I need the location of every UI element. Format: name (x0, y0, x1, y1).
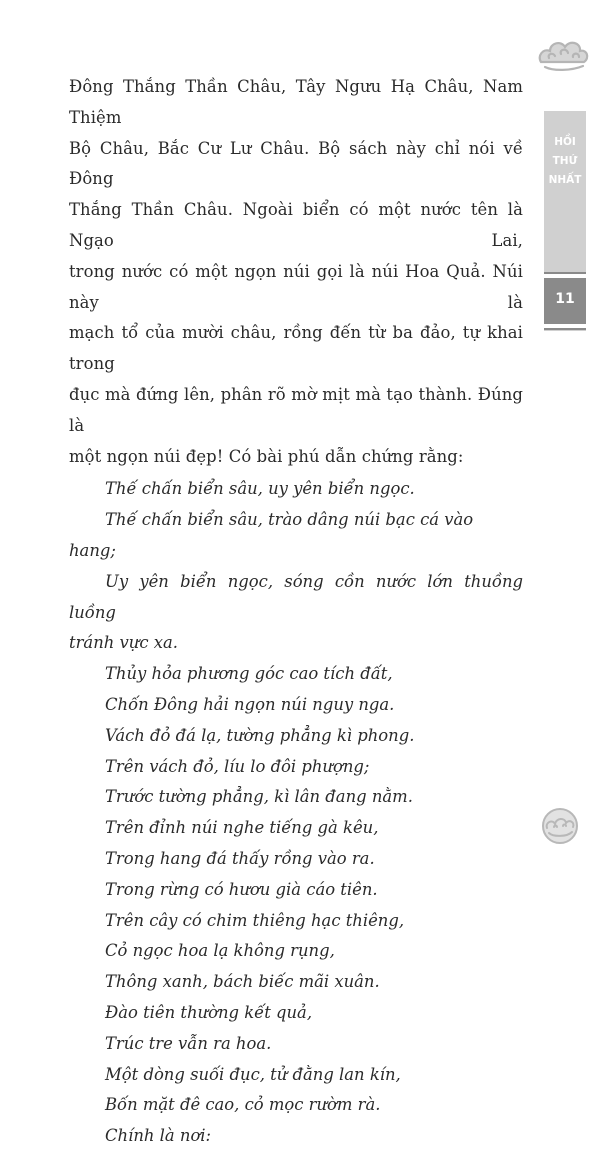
verse-line: Trên vách đỏ, líu lo đôi phượng; (105, 756, 370, 776)
verse-line: Một dòng suối đục, tử đằng lan kín, (105, 1064, 401, 1084)
chapter-label-line: NHẤT (548, 174, 582, 186)
prose-line: mạch tổ của mười châu, rồng đến từ ba đảo, tự khai trong (69, 323, 523, 374)
verse-line: Bốn mặt đê cao, cỏ mọc rườm rà. (105, 1095, 381, 1115)
verse-line: Thủy hỏa phương góc cao tích đất, (105, 664, 393, 684)
page-number-box (544, 272, 586, 330)
verse-line: Uy yên biển ngọc, sóng cồn nước lớn thuồng luồng (69, 571, 523, 622)
prose-paragraph (69, 72, 523, 472)
cloud-medallion-icon (535, 806, 585, 846)
verse-line: Thế chấn biển sâu, uy yên biển ngọc. (105, 479, 415, 499)
verse-line: Chính là nơi: (105, 1126, 212, 1146)
verse-line: Vách đỏ đá lạ, tường phẳng kì phong. (105, 725, 415, 745)
verse-line: Trong rừng có hươu già cáo tiên. (105, 879, 378, 899)
prose-line: Bộ Châu, Bắc Cư Lư Châu. Bộ sách này chỉ nói về Đông (69, 138, 523, 189)
page-number: 11 (555, 291, 575, 307)
poem (69, 474, 523, 1152)
verse-line: Trong hang đá thấy rồng vào ra. (105, 848, 375, 868)
prose-line: Thắng Thần Châu. Ngoài biển có một nước tên là Ngạo Lai, (69, 200, 523, 250)
prose-line: một ngọn núi đẹp! Có bài phú dẫn chứng rằng: (69, 446, 464, 466)
verse-line: Trên cây có chim thiêng hạc thiêng, (105, 910, 405, 930)
verse-line: tránh vực xa. (69, 633, 178, 653)
prose-line: đục mà đứng lên, phân rõ mờ mịt mà tạo thành. Đúng là (69, 384, 523, 435)
verse-line: Trên đỉnh núi nghe tiếng gà kêu, (105, 818, 379, 838)
verse-line: Thế chấn biển sâu, trào dâng núi bạc cá vào hang; (69, 510, 474, 560)
prose-line: Đông Thắng Thần Châu, Tây Ngưu Hạ Châu, Nam Thiệm (69, 77, 523, 127)
verse-line: Chốn Đông hải ngọn núi nguy nga. (105, 694, 395, 714)
verse-line: Cỏ ngọc hoa lạ không rụng, (105, 941, 335, 961)
chapter-label-line: HỒI (554, 136, 576, 148)
verse-line: Thông xanh, bách biếc mãi xuân. (105, 972, 380, 992)
chapter-label-line: THỨ (552, 155, 578, 167)
page-body (69, 72, 523, 1152)
chapter-label (544, 133, 586, 190)
verse-line: Trước tường phẳng, kì lân đang nằm. (105, 787, 413, 807)
verse-line: Trúc tre vẫn ra hoa. (105, 1033, 272, 1053)
verse-line: Đào tiên thường kết quả, (105, 1002, 313, 1022)
prose-line: trong nước có một ngọn núi gọi là núi Hoa Quả. Núi này là (69, 261, 523, 312)
cloud-ornament-icon (535, 34, 591, 74)
